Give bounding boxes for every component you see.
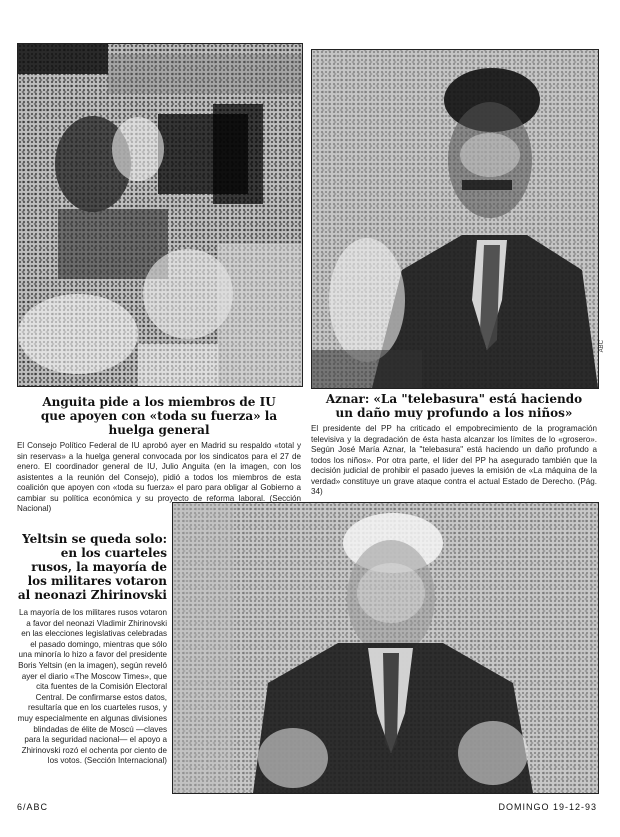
yeltsin-photo [172,502,599,794]
story-right [311,392,597,498]
story-bottom [17,532,167,767]
publication-name: ABC [26,802,49,812]
story-bottom-body: La mayoría de los militares rusos votaron a favor del neonazi Vladimir Zhirinovski en las elecciones legislativas celebradas el pasado domingo, mientras que sólo una minoría lo hizo a favor del presidente Boris Yeltsin (en la imagen), según reveló ayer el diario «The Moscow Times», que cita fuentes de la Comisión Electoral Central. De confirmarse estos datos, resultaría que en los cuarteles rusos, y muy especialmente en algunas divisiones blindadas de élite de Moscú —claves para la seguridad nacional— el apoyo a Zhirinovski rozó el ochenta por ciento de los votos. (Sección Internacional) [17,608,167,766]
aznar-photo-shapes [312,50,598,388]
aznar-photo [311,49,599,389]
story-right-headline[interactable]: Aznar: «La "telebasura" está haciendo un daño muy profundo a los niños» [325,392,583,420]
story-left-headline[interactable]: Anguita pide a los miembros de IU que apoyen con «toda su fuerza» la huelga general [40,395,278,437]
story-left [17,395,301,515]
page-date: DOMINGO 19-12-93 [498,802,597,812]
page-footer-left [17,802,48,812]
anguita-photo-shapes [18,44,302,386]
anguita-photo [17,43,303,387]
story-bottom-headline[interactable]: Yeltsin se queda solo: en los cuarteles rusos, la mayoría de los militares votaron al neonazi Zhirinovski [17,532,167,602]
photo-credit: ABC [599,340,605,353]
story-right-body: El presidente del PP ha criticado el empobrecimiento de la programación televisiva y la degradación de ésta hasta alcanzar los límites de lo «grosero». Según José María Aznar, la "telebasura" está haciendo un daño profundo a todos los niños». Por otra parte, el líder del PP ha asegurado también que la decisión judicial de prohibir el pasado jueves la emisión de «La máquina de la verdad» constituye un grave ataque contra el actual Estado de Derecho. (Pág. 34) [311,424,597,496]
page-number: 6 [17,802,24,812]
yeltsin-photo-shapes [173,503,598,793]
story-left-body: El Consejo Político Federal de IU aprobó ayer en Madrid su respaldo «total y sin reservas» a la huelga general convocada por los sindicatos para el 27 de enero. El coordinador general de IU, Julio Anguita (en la imagen, con los asistentes a la reunión del Consejo), pidió a todos los miembros de esta coalición que apoyen con «toda su fuerza» el paro para obligar al Gobierno a cambiar su política económica y su proyecto de reforma laboral. (Sección Nacional) [17,441,301,513]
page-separator: / [23,802,27,812]
